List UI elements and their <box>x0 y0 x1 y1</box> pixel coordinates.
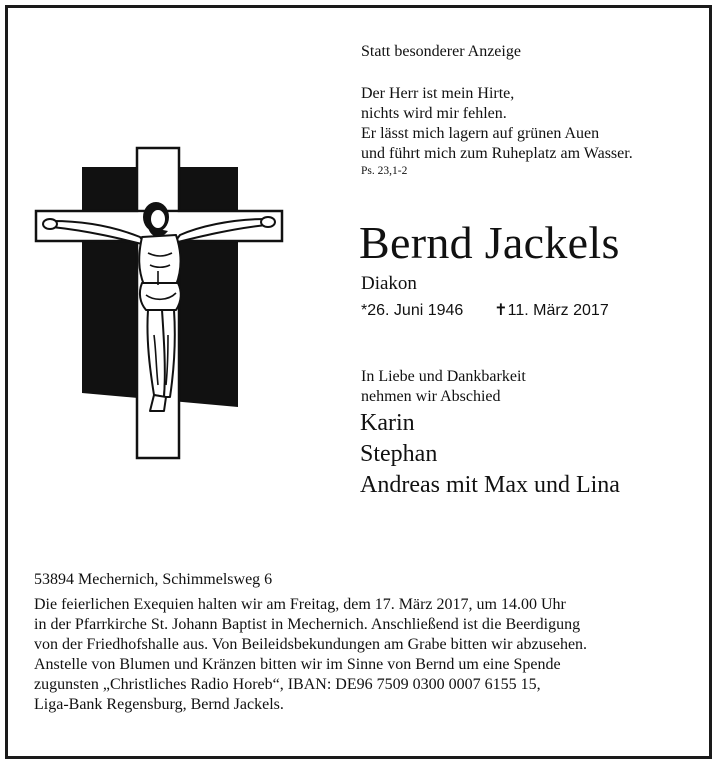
details-line: Die feierlichen Exequien halten wir am Freitag, dem 17. März 2017, um 14.00 Uhr <box>34 596 566 613</box>
crucifix-icon <box>30 145 290 465</box>
farewell-intro <box>361 367 526 407</box>
mourner-name: Karin <box>360 410 415 436</box>
psalm-line: und führt mich zum Ruheplatz am Wasser. <box>361 145 633 162</box>
details-line: zugunsten „Christliches Radio Horeb“, IBAN: DE96 7509 0300 0007 6155 15, <box>34 676 541 693</box>
mourner-list <box>360 408 620 501</box>
address: 53894 Mechernich, Schimmelsweg 6 <box>34 571 273 588</box>
funeral-details <box>34 595 587 715</box>
psalm-quote <box>361 84 633 164</box>
psalm-reference: Ps. 23,1-2 <box>361 165 408 177</box>
deceased-title: Diakon <box>361 273 417 294</box>
details-line: Liga-Bank Regensburg, Bernd Jackels. <box>34 696 284 713</box>
birth-star-icon: * <box>361 302 368 319</box>
details-line: in der Pfarrkirche St. Johann Baptist in Mechernich. Anschließend ist die Beerdigung <box>34 616 581 633</box>
life-dates <box>361 300 609 320</box>
mourner-name: Andreas mit Max und Lina <box>360 472 620 498</box>
mourner-name: Stephan <box>360 441 438 467</box>
notice-heading: Statt besonderer Anzeige <box>361 43 521 60</box>
birth-date: 26. Juni 1946 <box>367 302 464 319</box>
details-line: von der Friedhofshalle aus. Von Beileidsbekundungen am Grabe bitten wir abzusehen. <box>34 636 588 653</box>
death-date: 11. März 2017 <box>507 302 609 319</box>
death-cross-icon: ✝ <box>494 302 508 319</box>
psalm-line: Er lässt mich lagern auf grünen Auen <box>361 125 600 142</box>
details-line: Anstelle von Blumen und Kränzen bitten wir im Sinne von Bernd um eine Spende <box>34 656 561 673</box>
psalm-line: Der Herr ist mein Hirte, <box>361 85 515 102</box>
psalm-line: nichts wird mir fehlen. <box>361 105 507 122</box>
deceased-name: Bernd Jackels <box>359 217 620 268</box>
farewell-line: nehmen wir Abschied <box>361 388 501 405</box>
farewell-line: In Liebe und Dankbarkeit <box>361 368 526 385</box>
